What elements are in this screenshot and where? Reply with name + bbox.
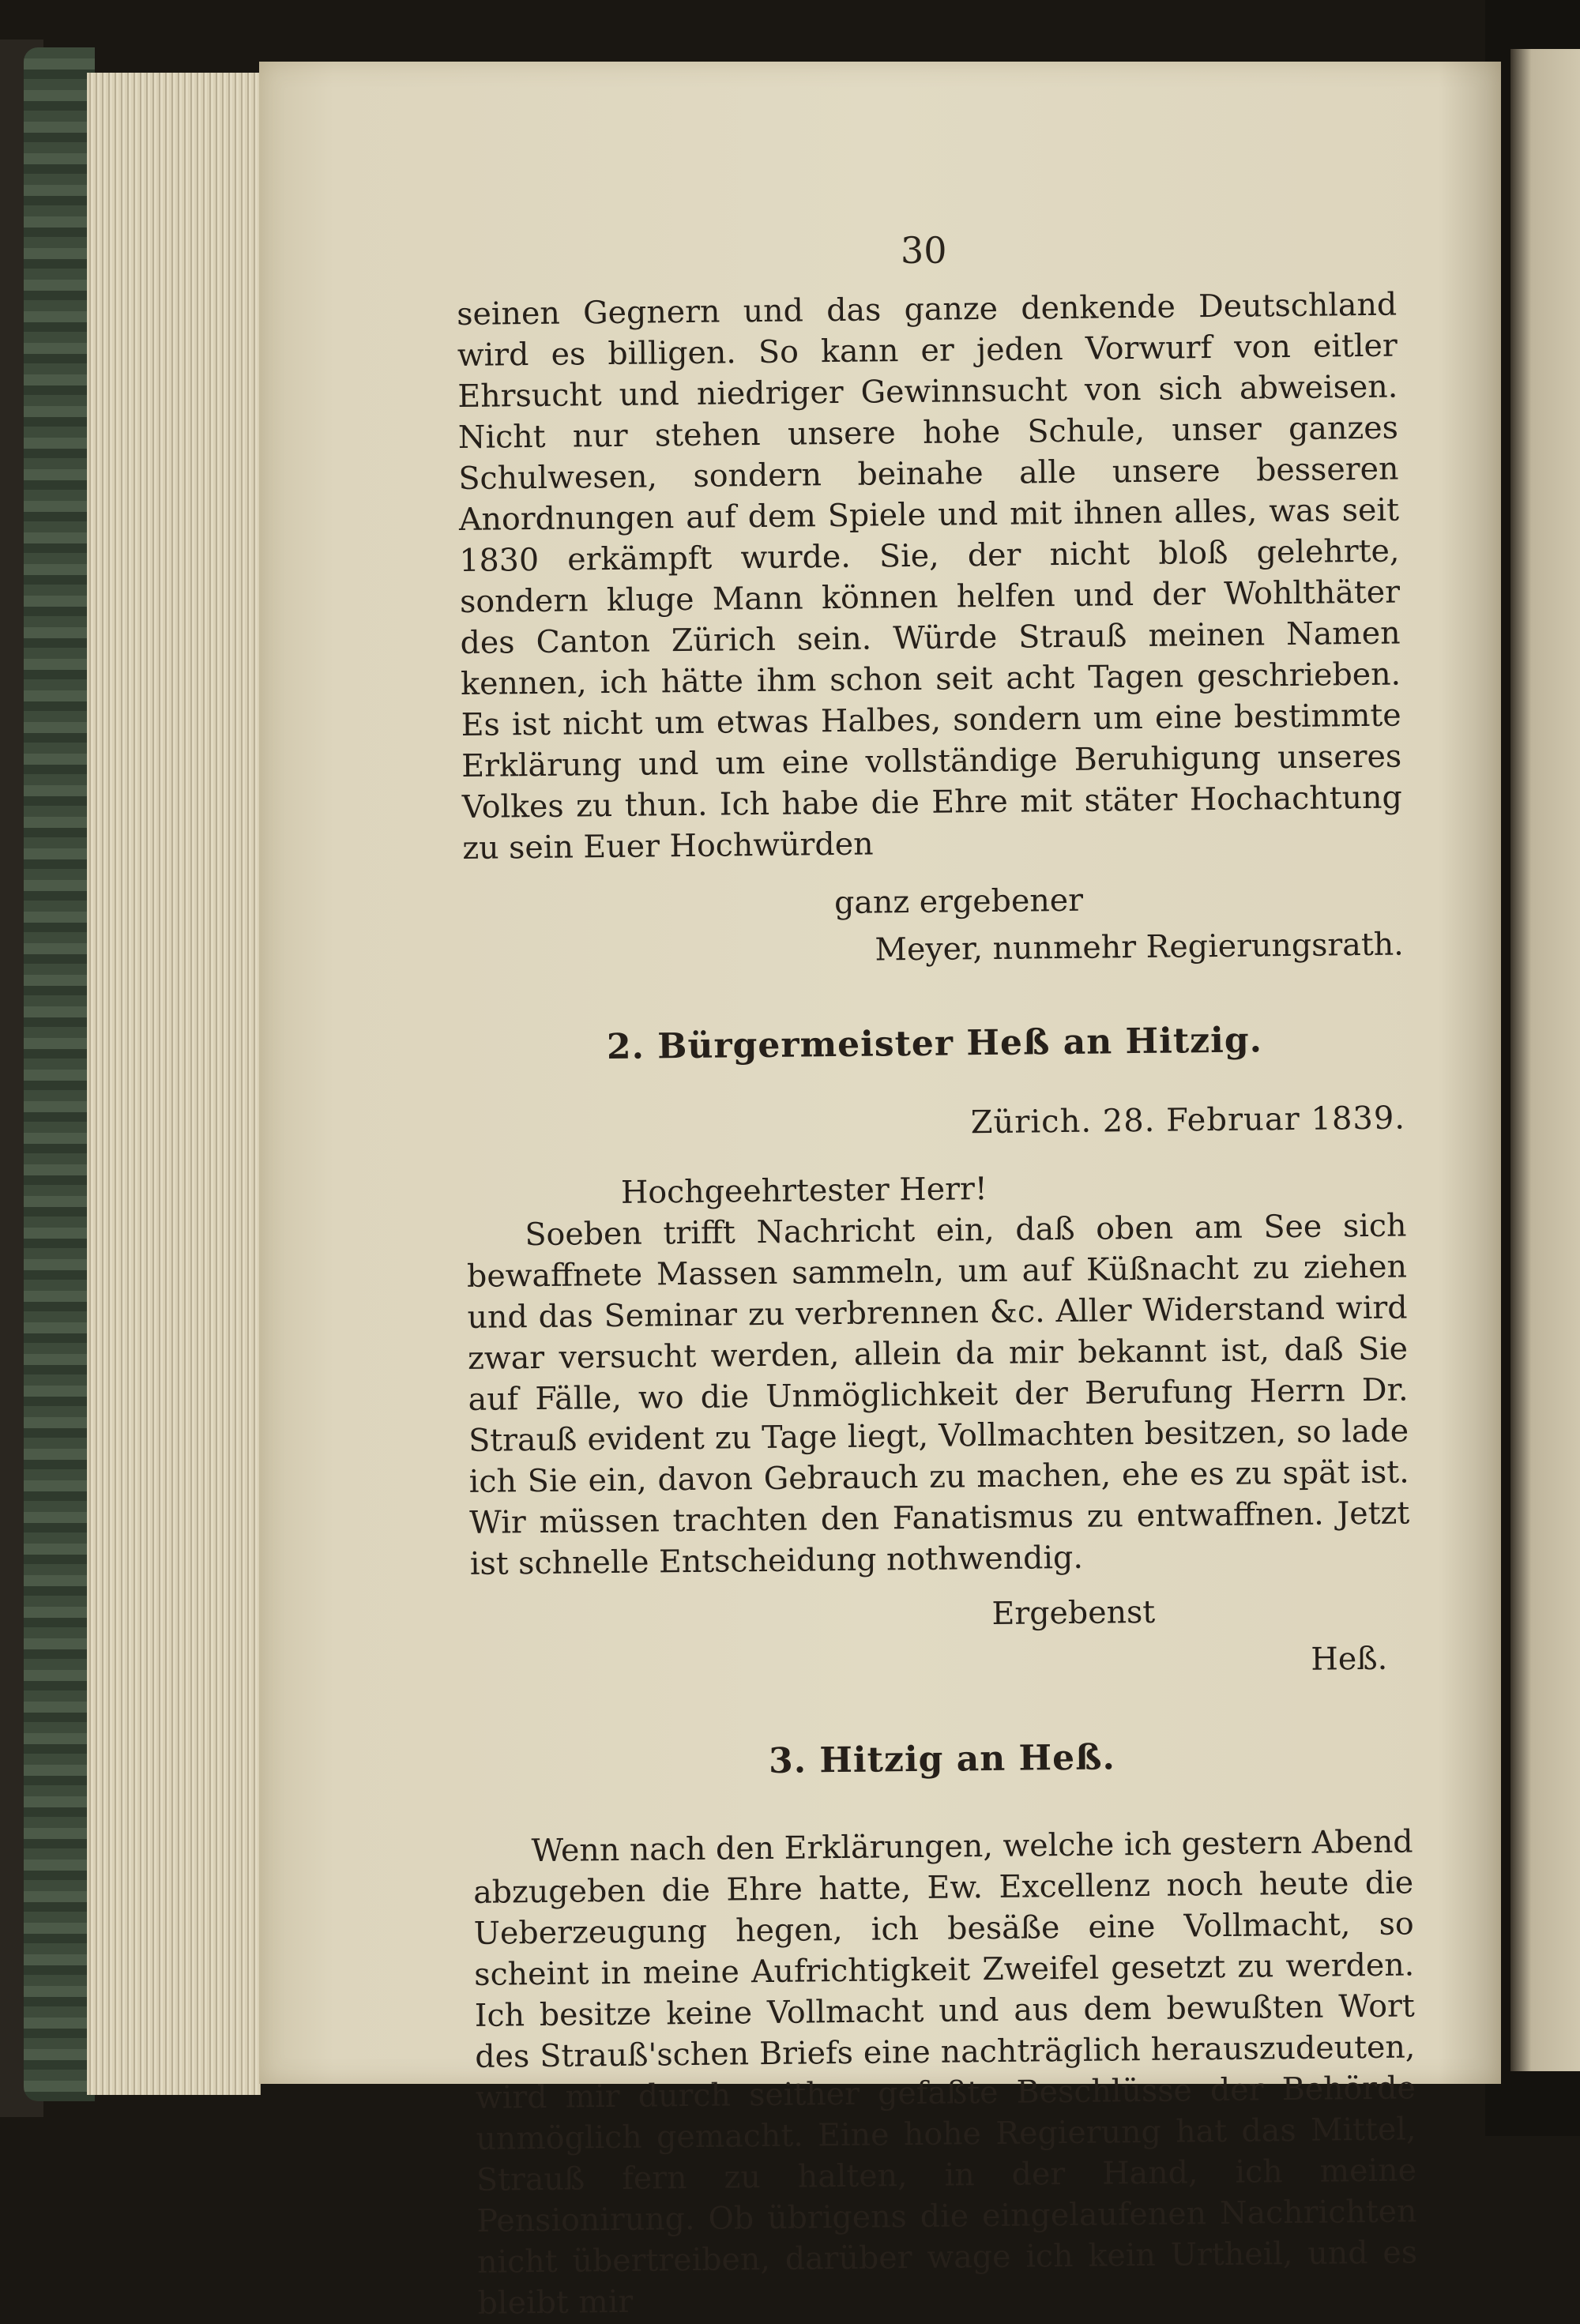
page-edges [87,73,261,2095]
letter1-signature: Meyer, nunmehr Regierungsrath. [875,926,1404,968]
letter2-heading: 2. Bürgermeister Heß an Hitzig. [606,1020,1263,1068]
letter2-signature: Heß. [1311,1640,1388,1678]
page-number: 30 [901,229,947,272]
letter2-body: Soeben trifft Nachricht ein, daß oben am See sich bewaffnete Massen sammeln, um auf Küßnacht zu ziehen und das Seminar zu verbrennen &c. Aller Widerstand wird zwar versucht werden, allein da mir bekannt ist, daß Sie auf Fälle, wo die Unmöglichkeit der Berufung Herrn Dr. Strauß evident zu Tage liegt, Vollmachten besitzen, so lade ich Sie ein, davon Gebrauch zu machen, ehe es zu spät ist. Wir müssen trachten den Fanatismus zu entwaffnen. Jetzt ist schnelle Entscheidung nothwendig. [466,1207,1410,1582]
book-spine [24,47,95,2101]
letter2-salutation: Hochgeehrtester Herr! [620,1171,988,1211]
facing-page-edge [1510,49,1580,2071]
letter1-body: seinen Gegnern und das ganze denkende Deutschland wird es billigen. So kann er jeden Vorwurf von eitler Ehrsucht und niedriger Gewinnsucht von sich abweisen. Nicht nur stehen unsere hohe Schule, unser ganzes Schulwesen, sondern beinahe alle unsere besseren Anordnungen auf dem Spiele und mit ihnen alles, was seit 1830 erkämpft wurde. Sie, der nicht bloß gelehrte, sondern kluge Mann können helfen und der Wohlthäter des Canton Zürich sein. Würde Strauß meinen Namen kennen, ich hätte ihm schon seit acht Tagen geschrieben. Es ist nicht um etwas Halbes, sondern um eine bestimmte Erklärung und um eine vollständige Beruhigung unseres Volkes zu thun. Ich habe die Ehre mit stäter Hochachtung zu sein Euer Hochwürden [457,286,1402,867]
letter3-body: Wenn nach den Erklärungen, welche ich gestern Abend abzugeben die Ehre hatte, Ew. Excellenz noch heute die Ueberzeugung hegen, ich besäße eine Vollmacht, so scheint in meine Aufrichtigkeit Zweifel gesetzt zu werden. Ich besitze keine Vollmacht und aus dem bewußten Wort des Strauß'schen Briefs eine nachträglich herauszudeuten, wird mir durch seither gefaßte Beschlüsse der Behörde unmöglich gemacht. Eine hohe Regierung hat das Mittel, Strauß fern zu halten, in der Hand, ich meine Pensionirung. Ob übrigens die eingelaufenen Nachrichten nicht übertreiben, darüber wage ich kein Urtheil, und es bleibt mir [472,1823,1418,2322]
letter2-dateline: Zürich. 28. Februar 1839. [970,1100,1406,1141]
page-text [457,284,1418,2324]
letter2-closing: Ergebenst [991,1593,1156,1632]
letter1-closing: ganz ergebener [833,882,1084,922]
letter3-heading: 3. Hitzig an Heß. [768,1737,1116,1781]
